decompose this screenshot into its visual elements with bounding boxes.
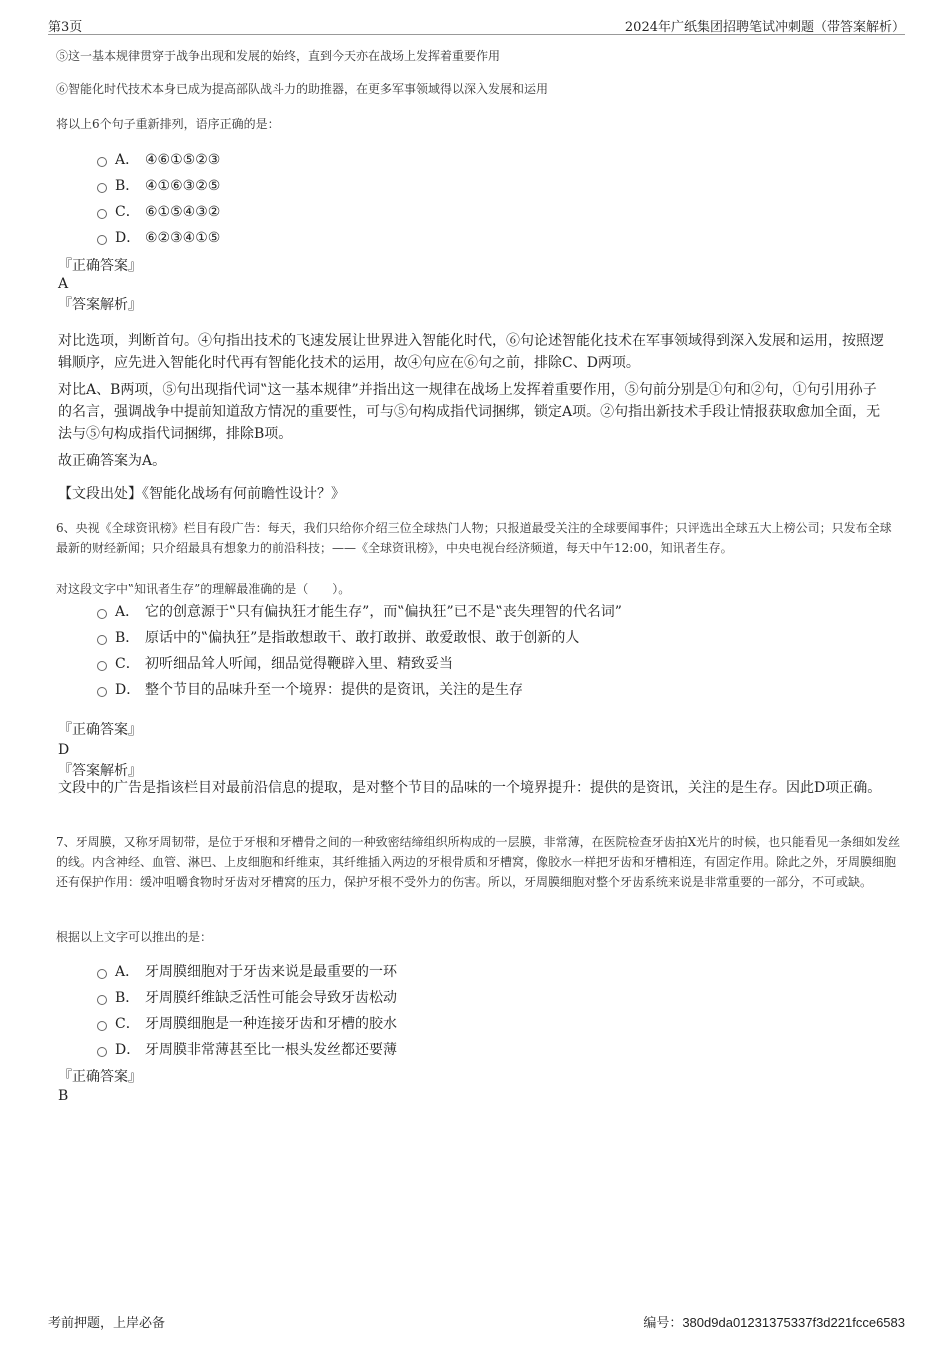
document-code [643, 1312, 905, 1331]
q5-analysis-paragraph-1: 对比选项，判断首句。④句指出技术的飞速发展让世界进入智能化时代，⑥句论述智能化技术在军事领域得到深入发展和运用，按照逻辑顺序，应先进入智能化时代再有智能化技术的运用，故④句应在⑥句之前，排除C、D两项。 [58, 333, 884, 371]
radio-button[interactable] [97, 1021, 107, 1031]
page-footer [48, 1312, 905, 1332]
radio-button[interactable] [97, 995, 107, 1005]
q5-analysis-label: 『答案解析』 [58, 297, 142, 313]
q5-answer-label: 『正确答案』 [58, 258, 142, 274]
footer-slogan: 考前押题，上岸必备 [48, 1316, 166, 1331]
q7-stem: 7、牙周膜，又称牙周韧带，是位于牙根和牙槽骨之间的一种致密结缔组织所构成的一层膜，非常薄，在医院检查牙齿拍X光片的时候，也只能看见一条细如发丝的线。内含神经、血管、淋巴、上皮细胞和纤维束，其纤维插入两边的牙根骨质和牙槽窝，像胶水一样把牙齿和牙槽相连，有固定作用。除此之外，牙周膜细胞还有保护作用：缓冲咀嚼食物时牙齿对牙槽窝的压力，保护牙根不受外力的伤害。所以，牙周膜细胞对整个牙齿系统来说是非常重要的一部分，不可或缺。 [56, 835, 901, 889]
q7-answer-label: 『正确答案』 [58, 1069, 142, 1085]
q6-answer-label: 『正确答案』 [58, 722, 142, 738]
document-title: 2024年广纸集团招聘笔试冲刺题（带答案解析） [624, 20, 905, 35]
q6-prompt: 对这段文字中‟知讯者生存”的理解最准确的是（ ）。 [56, 582, 351, 596]
radio-button[interactable] [97, 661, 107, 671]
radio-button[interactable] [97, 1047, 107, 1057]
q5-sentence-5: ⑤这一基本规律贯穿于战争出现和发展的始终，直到今天亦在战场上发挥着重要作用 [56, 49, 501, 63]
q7-option-d[interactable]: D． 牙周膜非常薄甚至比一根头发丝都还要薄 [97, 1041, 397, 1059]
q5-sentence-6: ⑥智能化时代技术本身已成为提高部队战斗力的助推器，在更多军事领域得以深入发展和运用 [56, 82, 549, 96]
page-header [48, 14, 905, 35]
q7-answer: B [58, 1088, 69, 1104]
q6-option-c[interactable]: C． 初听细品耸人听闻，细品觉得鞭辟入里、精致妥当 [97, 655, 453, 673]
q5-option-a[interactable]: A． ④⑥①⑤②③ [97, 151, 220, 169]
q5-option-b[interactable]: B． ④①⑥③②⑤ [97, 177, 220, 195]
radio-button[interactable] [97, 609, 107, 619]
q5-prompt: 将以上6个句子重新排列，语序正确的是： [56, 117, 280, 131]
q7-prompt: 根据以上文字可以推出的是： [56, 930, 213, 944]
q6-option-a[interactable]: A． 它的创意源于‟只有偏执狂才能生存”，而‟偏执狂”已不是‟丧失理智的代名词” [97, 603, 622, 621]
q6-option-d[interactable]: D． 整个节目的品味升至一个境界：提供的是资讯，关注的是生存 [97, 681, 523, 699]
q5-analysis-paragraph-3: 故正确答案为A。 [58, 453, 167, 469]
radio-button[interactable] [97, 183, 107, 193]
radio-button[interactable] [97, 157, 107, 167]
q5-option-d[interactable]: D． ⑥②③④①⑤ [97, 229, 220, 247]
page-number: 第3页 [48, 20, 83, 35]
radio-button[interactable] [97, 687, 107, 697]
code-value: 380d9da01231375337f3d221fcce6583 [682, 1315, 905, 1330]
q5-answer: A [58, 276, 69, 292]
q6-answer: D [58, 742, 70, 758]
q6-stem: 6、央视《全球资讯榜》栏目有段广告：每天，我们只给你介绍三位全球热门人物；只报道最受关注的全球要闻事件；只评选出全球五大上榜公司；只发布全球最新的财经新闻；只介绍最具有想象力的前沿科技；——《全球资讯榜》，中央电视台经济频道，每天中午12:00，知讯者生存。 [56, 521, 892, 555]
code-label: 编号： [643, 1316, 683, 1331]
radio-button[interactable] [97, 635, 107, 645]
q6-option-b[interactable]: B． 原话中的‟偏执狂”是指敢想敢干、敢打敢拼、敢爱敢恨、敢于创新的人 [97, 629, 579, 647]
radio-button[interactable] [97, 969, 107, 979]
q7-option-c[interactable]: C． 牙周膜细胞是一种连接牙齿和牙槽的胶水 [97, 1015, 397, 1033]
q7-option-b[interactable]: B． 牙周膜纤维缺乏活性可能会导致牙齿松动 [97, 989, 397, 1007]
q7-option-a[interactable]: A． 牙周膜细胞对于牙齿来说是最重要的一环 [97, 963, 397, 981]
q6-analysis: 文段中的广告是指该栏目对最前沿信息的提取，是对整个节目的品味的一个境界提升：提供的是资讯，关注的是生存。因此D项正确。 [58, 780, 882, 796]
q5-option-c[interactable]: C． ⑥①⑤④③② [97, 203, 220, 221]
q6-analysis-label: 『答案解析』 [58, 763, 142, 779]
radio-button[interactable] [97, 209, 107, 219]
q5-source: 【文段出处】《智能化战场有何前瞻性设计？》 [58, 486, 345, 502]
q5-analysis-paragraph-2: 对比A、B两项，⑤句出现指代词‟这一基本规律”并指出这一规律在战场上发挥着重要作用，⑤句前分别是①句和②句，①句引用孙子的名言，强调战争中提前知道敌方情况的重要性，可与⑤句构成指代词捆绑，锁定A项。②句指出新技术手段让情报获取愈加全面，无法与⑤句构成指代词捆绑，排除B项。 [58, 382, 881, 442]
radio-button[interactable] [97, 235, 107, 245]
